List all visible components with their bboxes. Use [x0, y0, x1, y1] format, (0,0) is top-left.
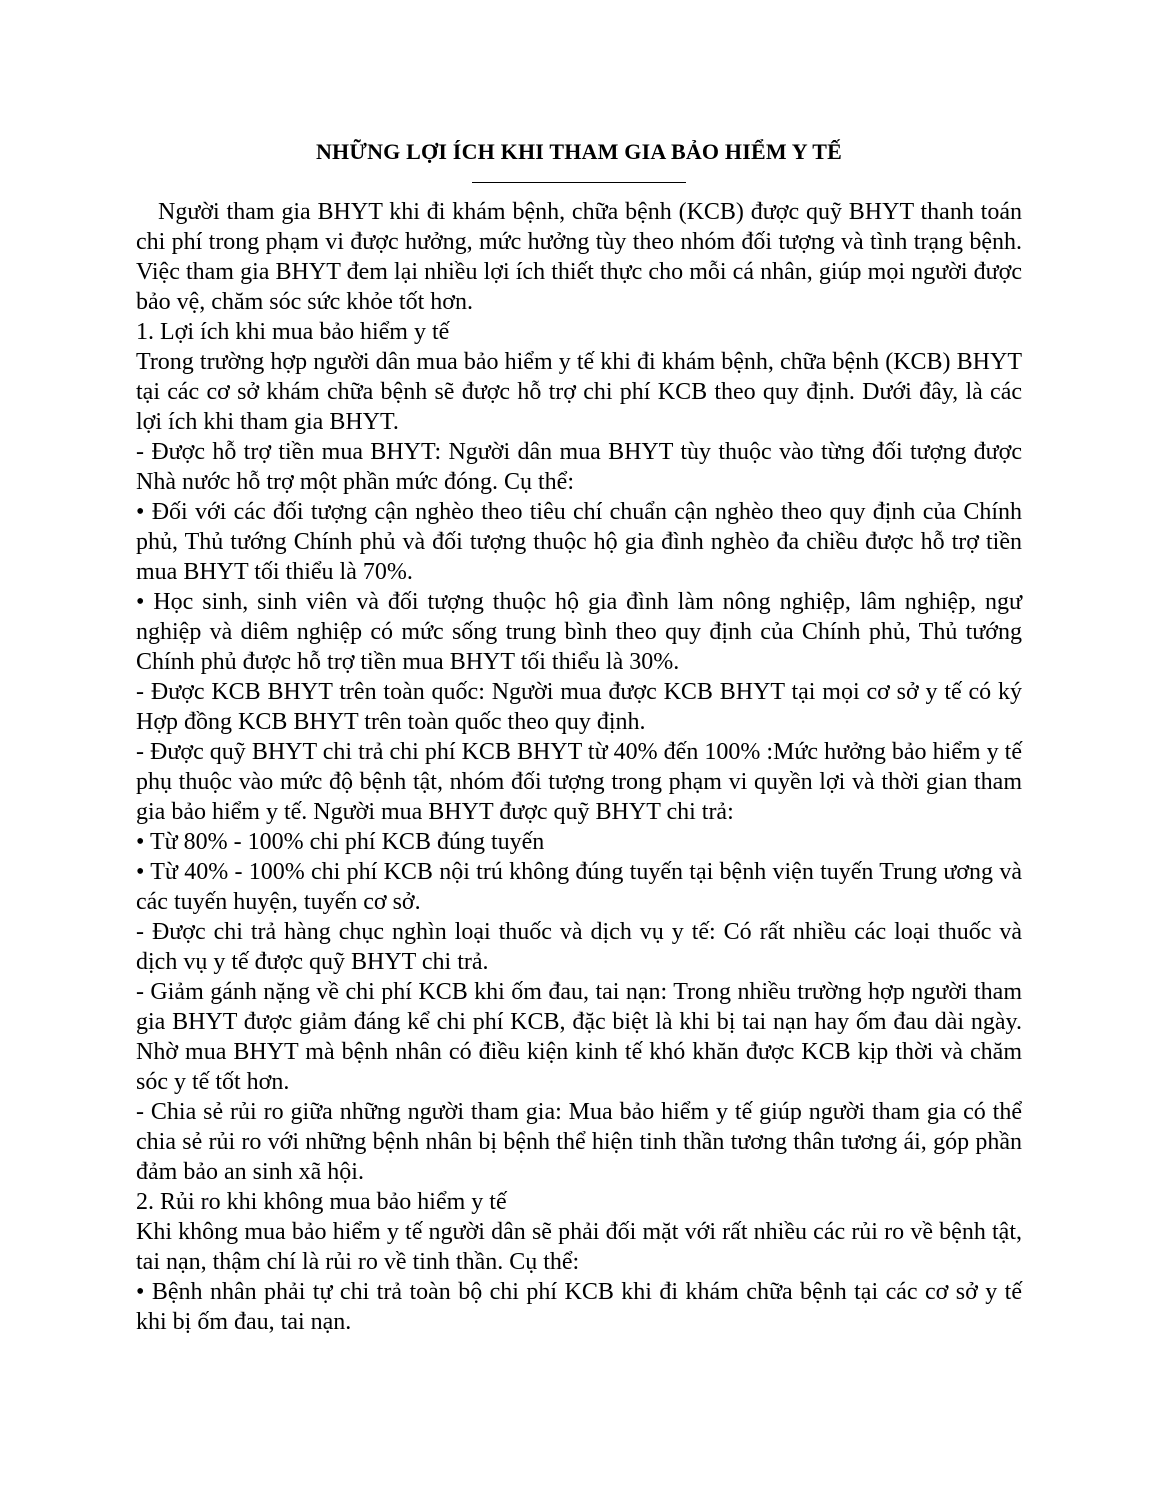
section-heading-benefits: 1. Lợi ích khi mua bảo hiểm y tế: [136, 319, 450, 345]
dash-item: - Được chi trả hàng chục nghìn loại thuốc và dịch vụ y tế: Có rất nhiều các loại thuốc và dịch vụ y tế được quỹ BHYT chi trả.: [136, 919, 1022, 975]
paragraph: Khi không mua bảo hiểm y tế người dân sẽ phải đối mặt với rất nhiều các rủi ro về bệnh tật, tai nạn, thậm chí là rủi ro về tinh thần. Cụ thể:: [136, 1219, 1022, 1275]
dash-item: - Được hỗ trợ tiền mua BHYT: Người dân mua BHYT tùy thuộc vào từng đối tượng được Nhà nước hỗ trợ một phần mức đóng. Cụ thể:: [136, 439, 1022, 495]
bullet-item: • Bệnh nhân phải tự chi trả toàn bộ chi phí KCB khi đi khám chữa bệnh tại các cơ sở y tế khi bị ốm đau, tai nạn.: [136, 1279, 1022, 1335]
intro-paragraph: Người tham gia BHYT khi đi khám bệnh, chữa bệnh (KCB) được quỹ BHYT thanh toán chi phí trong phạm vi được hưởng, mức hưởng tùy theo nhóm đối tượng và tình trạng bệnh. Việc tham gia BHYT đem lại nhiều lợi ích thiết thực cho mỗi cá nhân, giúp mọi người được bảo vệ, chăm sóc sức khỏe tốt hơn.: [136, 199, 1022, 315]
bullet-item: • Từ 80% - 100% chi phí KCB đúng tuyến: [136, 829, 545, 855]
dash-item: - Được KCB BHYT trên toàn quốc: Người mua được KCB BHYT tại mọi cơ sở y tế có ký Hợp đồng KCB BHYT trên toàn quốc theo quy định.: [136, 679, 1022, 735]
document-page: [136, 138, 1022, 1337]
bullet-item: • Từ 40% - 100% chi phí KCB nội trú không đúng tuyến tại bệnh viện tuyến Trung ương và các tuyến huyện, tuyến cơ sở.: [136, 859, 1022, 915]
paragraph: Trong trường hợp người dân mua bảo hiểm y tế khi đi khám bệnh, chữa bệnh (KCB) BHYT tại các cơ sở khám chữa bệnh sẽ được hỗ trợ chi phí KCB theo quy định. Dưới đây, là các lợi ích khi tham gia BHYT.: [136, 349, 1022, 435]
document-title: NHỮNG LỢI ÍCH KHI THAM GIA BẢO HIỂM Y TẾ: [315, 139, 843, 164]
dash-item: - Chia sẻ rủi ro giữa những người tham gia: Mua bảo hiểm y tế giúp người tham gia có thể chia sẻ rủi ro với những bệnh nhân bị bệnh thể hiện tinh thần tương thân tương ái, góp phần đảm bảo an sinh xã hội.: [136, 1099, 1022, 1185]
dash-item: - Được quỹ BHYT chi trả chi phí KCB BHYT từ 40% đến 100% :Mức hưởng bảo hiểm y tế phụ thuộc vào mức độ bệnh tật, nhóm đối tượng trong phạm vi quyền lợi và thời gian tham gia bảo hiểm y tế. Người mua BHYT được quỹ BHYT chi trả:: [136, 739, 1022, 825]
bullet-item: • Học sinh, sinh viên và đối tượng thuộc hộ gia đình làm nông nghiệp, lâm nghiệp, ngư nghiệp và diêm nghiệp có mức sống trung bình theo quy định của Chính phủ, Thủ tướng Chính phủ được hỗ trợ tiền mua BHYT tối thiểu là 30%.: [136, 589, 1022, 675]
section-heading-risks: 2. Rủi ro khi không mua bảo hiểm y tế: [136, 1189, 507, 1215]
dash-item: - Giảm gánh nặng về chi phí KCB khi ốm đau, tai nạn: Trong nhiều trường hợp người tham gia BHYT được giảm đáng kể chi phí KCB, đặc biệt là khi bị tai nạn hay ốm đau dài ngày. Nhờ mua BHYT mà bệnh nhân có điều kiện kinh tế khó khăn được KCB kịp thời và chăm sóc y tế tốt hơn.: [136, 979, 1022, 1095]
title-underline: [472, 182, 686, 183]
bullet-item: • Đối với các đối tượng cận nghèo theo tiêu chí chuẩn cận nghèo theo quy định của Chính phủ, Thủ tướng Chính phủ và đối tượng thuộc hộ gia đình nghèo đa chiều được hỗ trợ tiền mua BHYT tối thiểu là 70%.: [136, 499, 1022, 585]
